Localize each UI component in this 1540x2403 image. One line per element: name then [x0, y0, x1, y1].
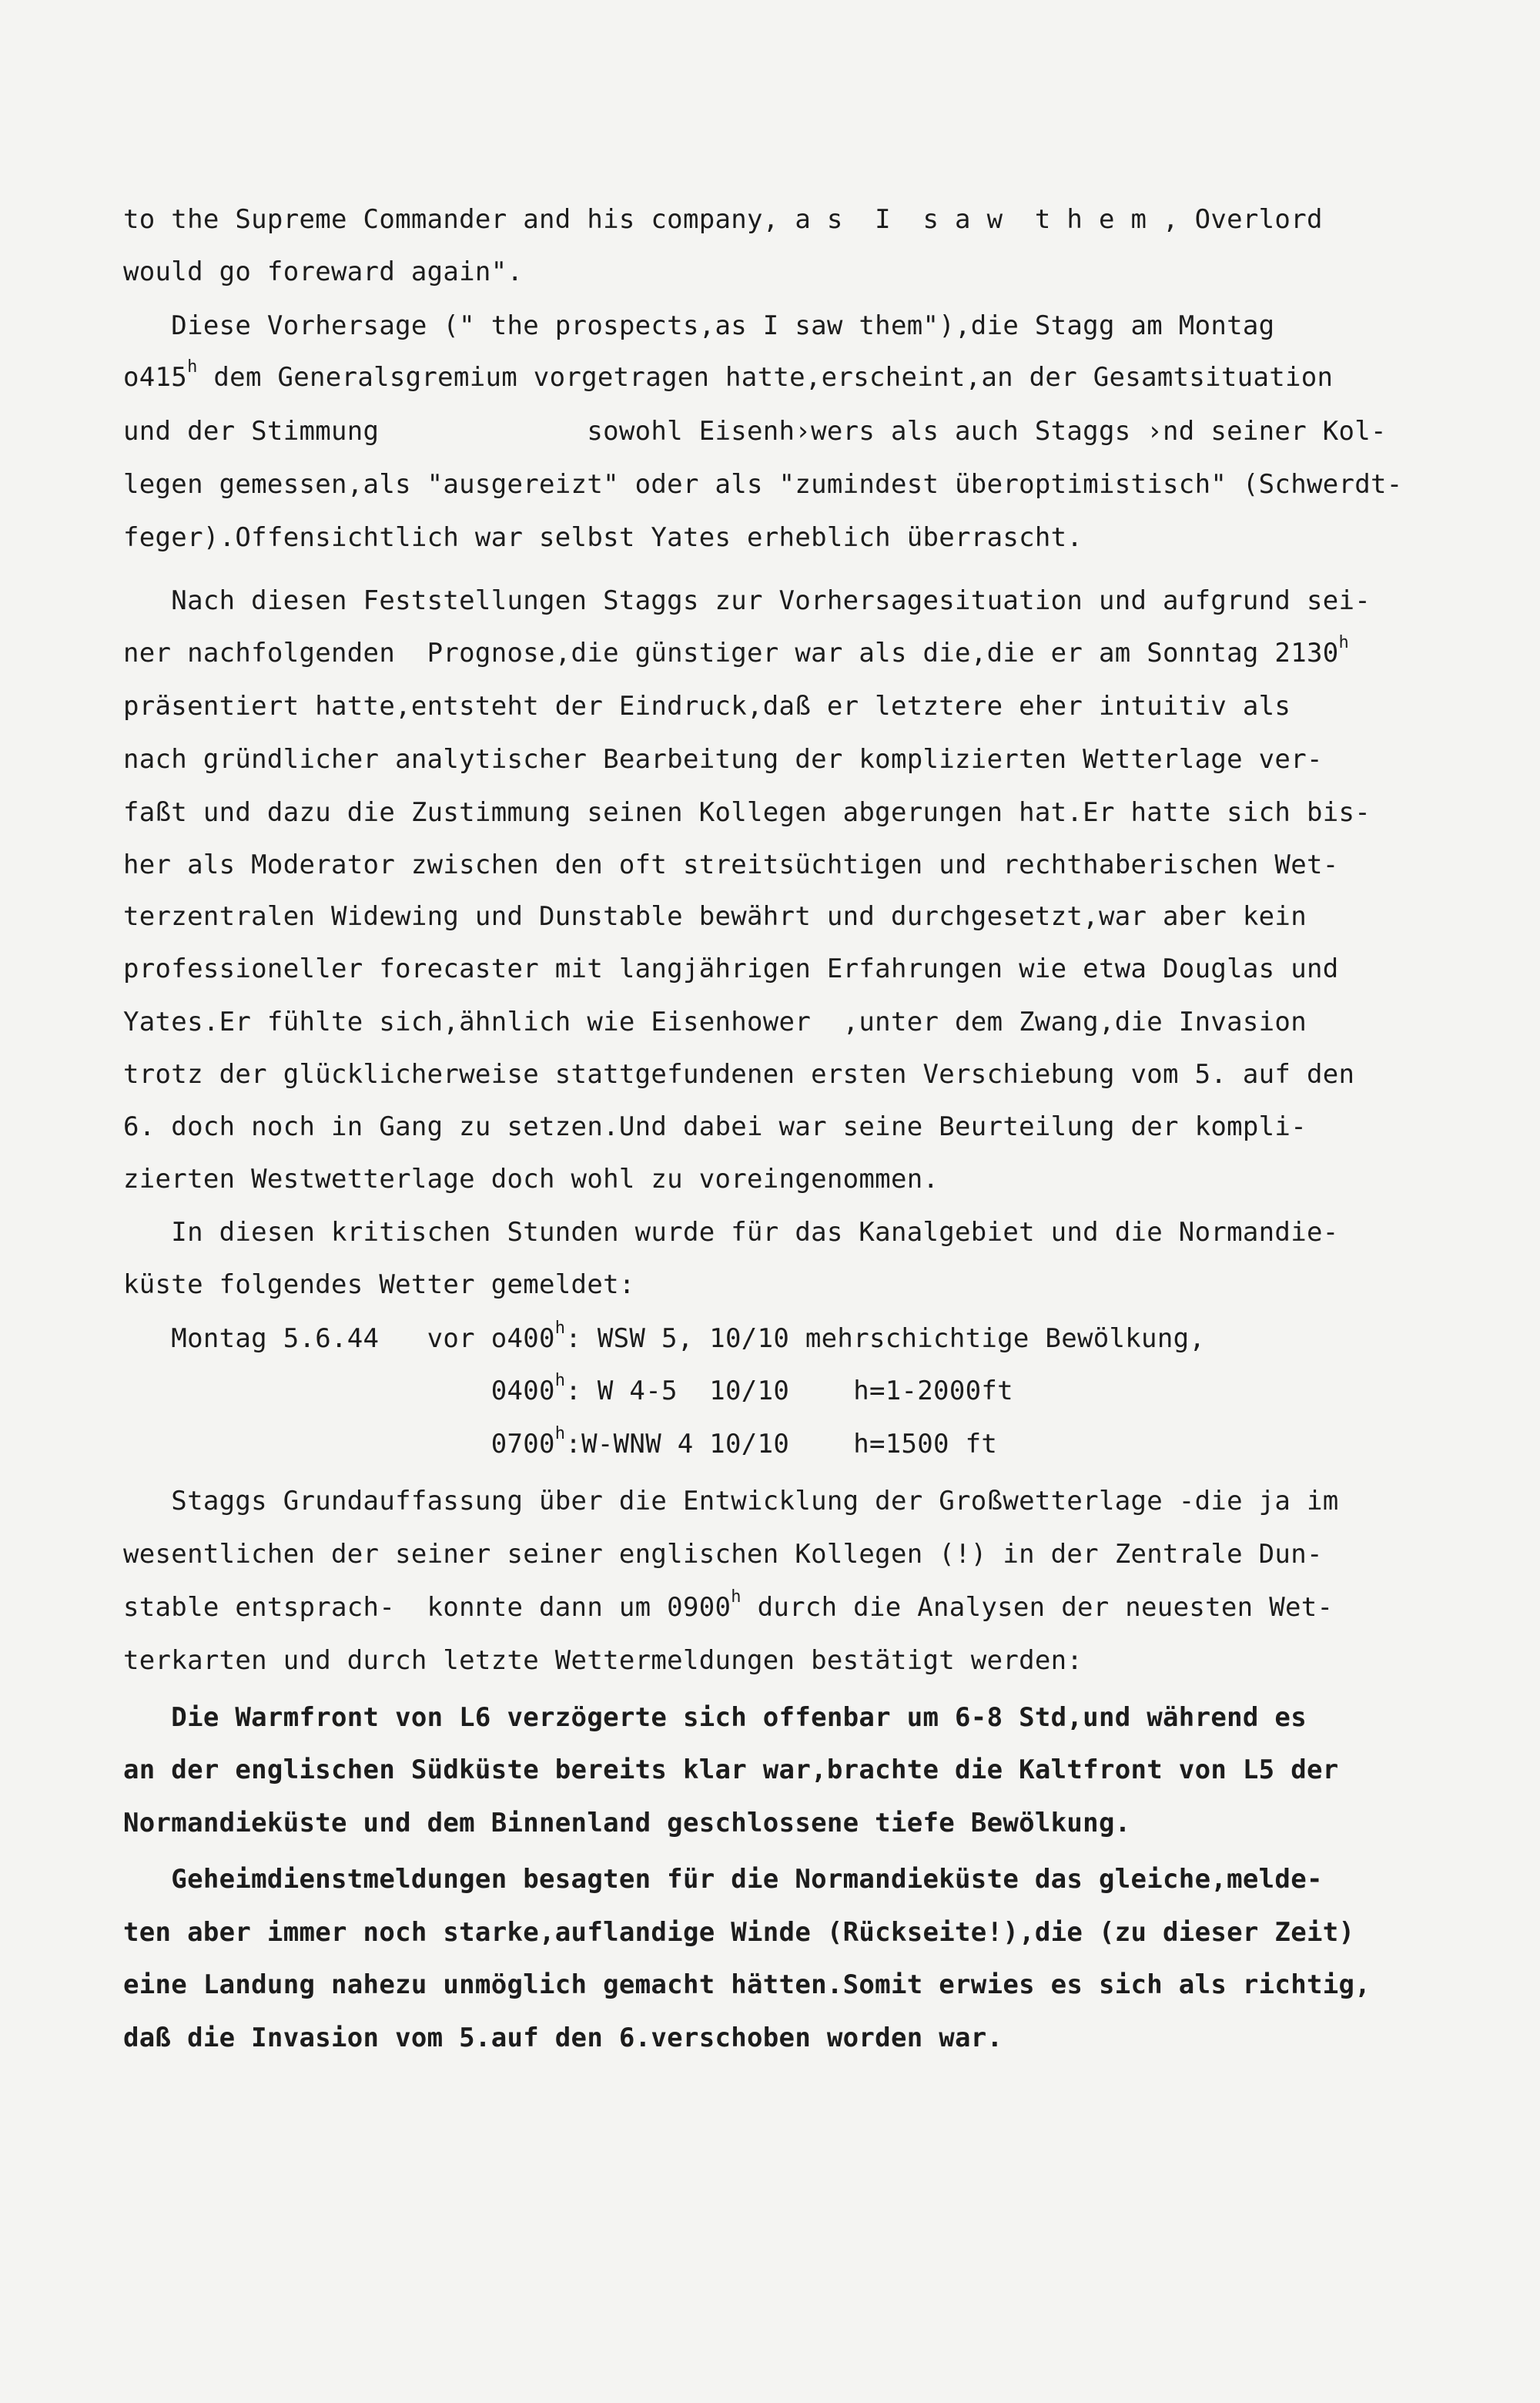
text-line: [123, 1164, 1471, 1195]
text-line: [123, 1269, 1471, 1300]
text-line: [123, 1539, 1471, 1570]
text-line: [123, 1969, 1471, 2000]
text-line: [123, 1864, 1471, 1895]
text-line: [123, 1424, 1471, 1460]
line-text: to the Supreme Commander and his company, a s I s a w t h e m , Overlord: [123, 204, 1323, 235]
line-text: daß die Invasion vom 5.auf den 6.verschoben worden war.: [123, 2023, 1003, 2053]
line-text: terzentralen Widewing und Dunstable bewährt und durchgesetzt,war aber kein: [123, 901, 1307, 932]
text-line: [123, 1059, 1471, 1090]
line-text: präsentiert hatte,entsteht der Eindruck,daß er letztere eher intuitiv als: [123, 691, 1291, 722]
line-text: ner nachfolgenden Prognose,die günstiger war als die,die er am Sonntag 2130: [123, 638, 1339, 669]
line-text: durch die Analysen der neuesten Wet-: [741, 1592, 1334, 1623]
line-text: Montag 5.6.44 vor o400: [123, 1323, 555, 1354]
line-text: ten aber immer noch starke,auflandige Winde (Rückseite!),die (zu dieser Zeit): [123, 1917, 1355, 1948]
text-line: [123, 850, 1471, 880]
line-text: Die Warmfront von L6 verzögerte sich offenbar um 6-8 Std,und während es: [123, 1702, 1307, 1733]
text-line: [123, 797, 1471, 828]
text-line: [123, 1371, 1471, 1406]
line-text: : WSW 5, 10/10 mehrschichtige Bewölkung,: [565, 1323, 1206, 1354]
text-line: [123, 1486, 1471, 1517]
text-line: [123, 633, 1471, 669]
line-text: her als Moderator zwischen den oft streitsüchtigen und rechthaberischen Wet-: [123, 850, 1339, 880]
line-text: Yates.Er fühlte sich,ähnlich wie Eisenhower ,unter dem Zwang,die Invasion: [123, 1007, 1307, 1037]
line-text: 6. doch noch in Gang zu setzen.Und dabei war seine Beurteilung der kompli-: [123, 1111, 1307, 1142]
line-text: trotz der glücklicherweise stattgefundenen ersten Verschiebung vom 5. auf den: [123, 1059, 1355, 1090]
line-text: would go foreward again".: [123, 256, 524, 287]
line-text: feger).Offensichtlich war selbst Yates erheblich überrascht.: [123, 522, 1083, 553]
line-text: :W-WNW 4 10/10 h=1500 ft: [565, 1429, 998, 1460]
text-line: [123, 1587, 1471, 1623]
hour-superscript: h: [1338, 633, 1350, 652]
text-line: [123, 1319, 1471, 1354]
text-line: [123, 1702, 1471, 1733]
line-text: wesentlichen der seiner seiner englischen Kollegen (!) in der Zentrale Dun-: [123, 1539, 1323, 1570]
line-text: professioneller forecaster mit langjährigen Erfahrungen wie etwa Douglas und: [123, 953, 1339, 984]
hour-superscript: h: [554, 1424, 566, 1443]
hour-superscript: h: [731, 1587, 742, 1607]
line-text: stable entsprach- konnte dann um 0900: [123, 1592, 732, 1623]
text-line: [123, 1917, 1471, 1948]
line-text: : W 4-5 10/10 h=1-2000ft: [565, 1376, 1013, 1406]
line-text: Nach diesen Feststellungen Staggs zur Vorhersagesituation und aufgrund sei-: [123, 585, 1371, 616]
text-line: [123, 256, 1471, 287]
text-line: [123, 1808, 1471, 1838]
text-line: [123, 1217, 1471, 1248]
text-line: [123, 310, 1471, 341]
text-line: [123, 522, 1471, 553]
line-text: terkarten und durch letzte Wettermeldungen bestätigt werden:: [123, 1645, 1083, 1676]
hour-superscript: h: [187, 357, 198, 377]
hour-superscript: h: [554, 1371, 566, 1390]
line-text: faßt und dazu die Zustimmung seinen Kollegen abgerungen hat.Er hatte sich bis-: [123, 797, 1371, 828]
text-line: [123, 416, 1471, 447]
line-text: küste folgendes Wetter gemeldet:: [123, 1269, 635, 1300]
text-line: [123, 1007, 1471, 1037]
line-text: legen gemessen,als "ausgereizt" oder als "zumindest überoptimistisch" (Schwerdt-: [123, 469, 1403, 500]
text-line: [123, 953, 1471, 984]
line-text: und der Stimmung sowohl Eisenh›wers als auch Staggs ›nd seiner Kol-: [123, 416, 1387, 447]
line-text: Normandieküste und dem Binnenland geschlossene tiefe Bewölkung.: [123, 1808, 1131, 1838]
line-text: dem Generalsgremium vorgetragen hatte,erscheint,an der Gesamtsituation: [197, 362, 1334, 393]
text-line: [123, 1754, 1471, 1785]
line-text: an der englischen Südküste bereits klar war,brachte die Kaltfront von L5 der: [123, 1754, 1339, 1785]
text-line: [123, 357, 1471, 393]
text-line: [123, 691, 1471, 722]
text-line: [123, 204, 1471, 235]
line-text: Diese Vorhersage (" the prospects,as I saw them"),die Stagg am Montag: [123, 310, 1275, 341]
text-line: [123, 2023, 1471, 2053]
hour-superscript: h: [554, 1319, 566, 1338]
line-text: 0700: [123, 1429, 555, 1460]
text-line: [123, 901, 1471, 932]
line-text: Staggs Grundauffassung über die Entwicklung der Großwetterlage -die ja im: [123, 1486, 1339, 1517]
line-text: zierten Westwetterlage doch wohl zu voreingenommen.: [123, 1164, 939, 1195]
line-text: Geheimdienstmeldungen besagten für die Normandieküste das gleiche,melde-: [123, 1864, 1323, 1895]
text-line: [123, 1111, 1471, 1142]
line-text: eine Landung nahezu unmöglich gemacht hätten.Somit erwies es sich als richtig,: [123, 1969, 1371, 2000]
text-line: [123, 585, 1471, 616]
text-line: [123, 1645, 1471, 1676]
line-text: o415: [123, 362, 188, 393]
line-text: 0400: [123, 1376, 555, 1406]
line-text: In diesen kritischen Stunden wurde für das Kanalgebiet und die Normandie-: [123, 1217, 1339, 1248]
text-line: [123, 744, 1471, 775]
text-line: [123, 469, 1471, 500]
line-text: nach gründlicher analytischer Bearbeitung der komplizierten Wetterlage ver-: [123, 744, 1323, 775]
